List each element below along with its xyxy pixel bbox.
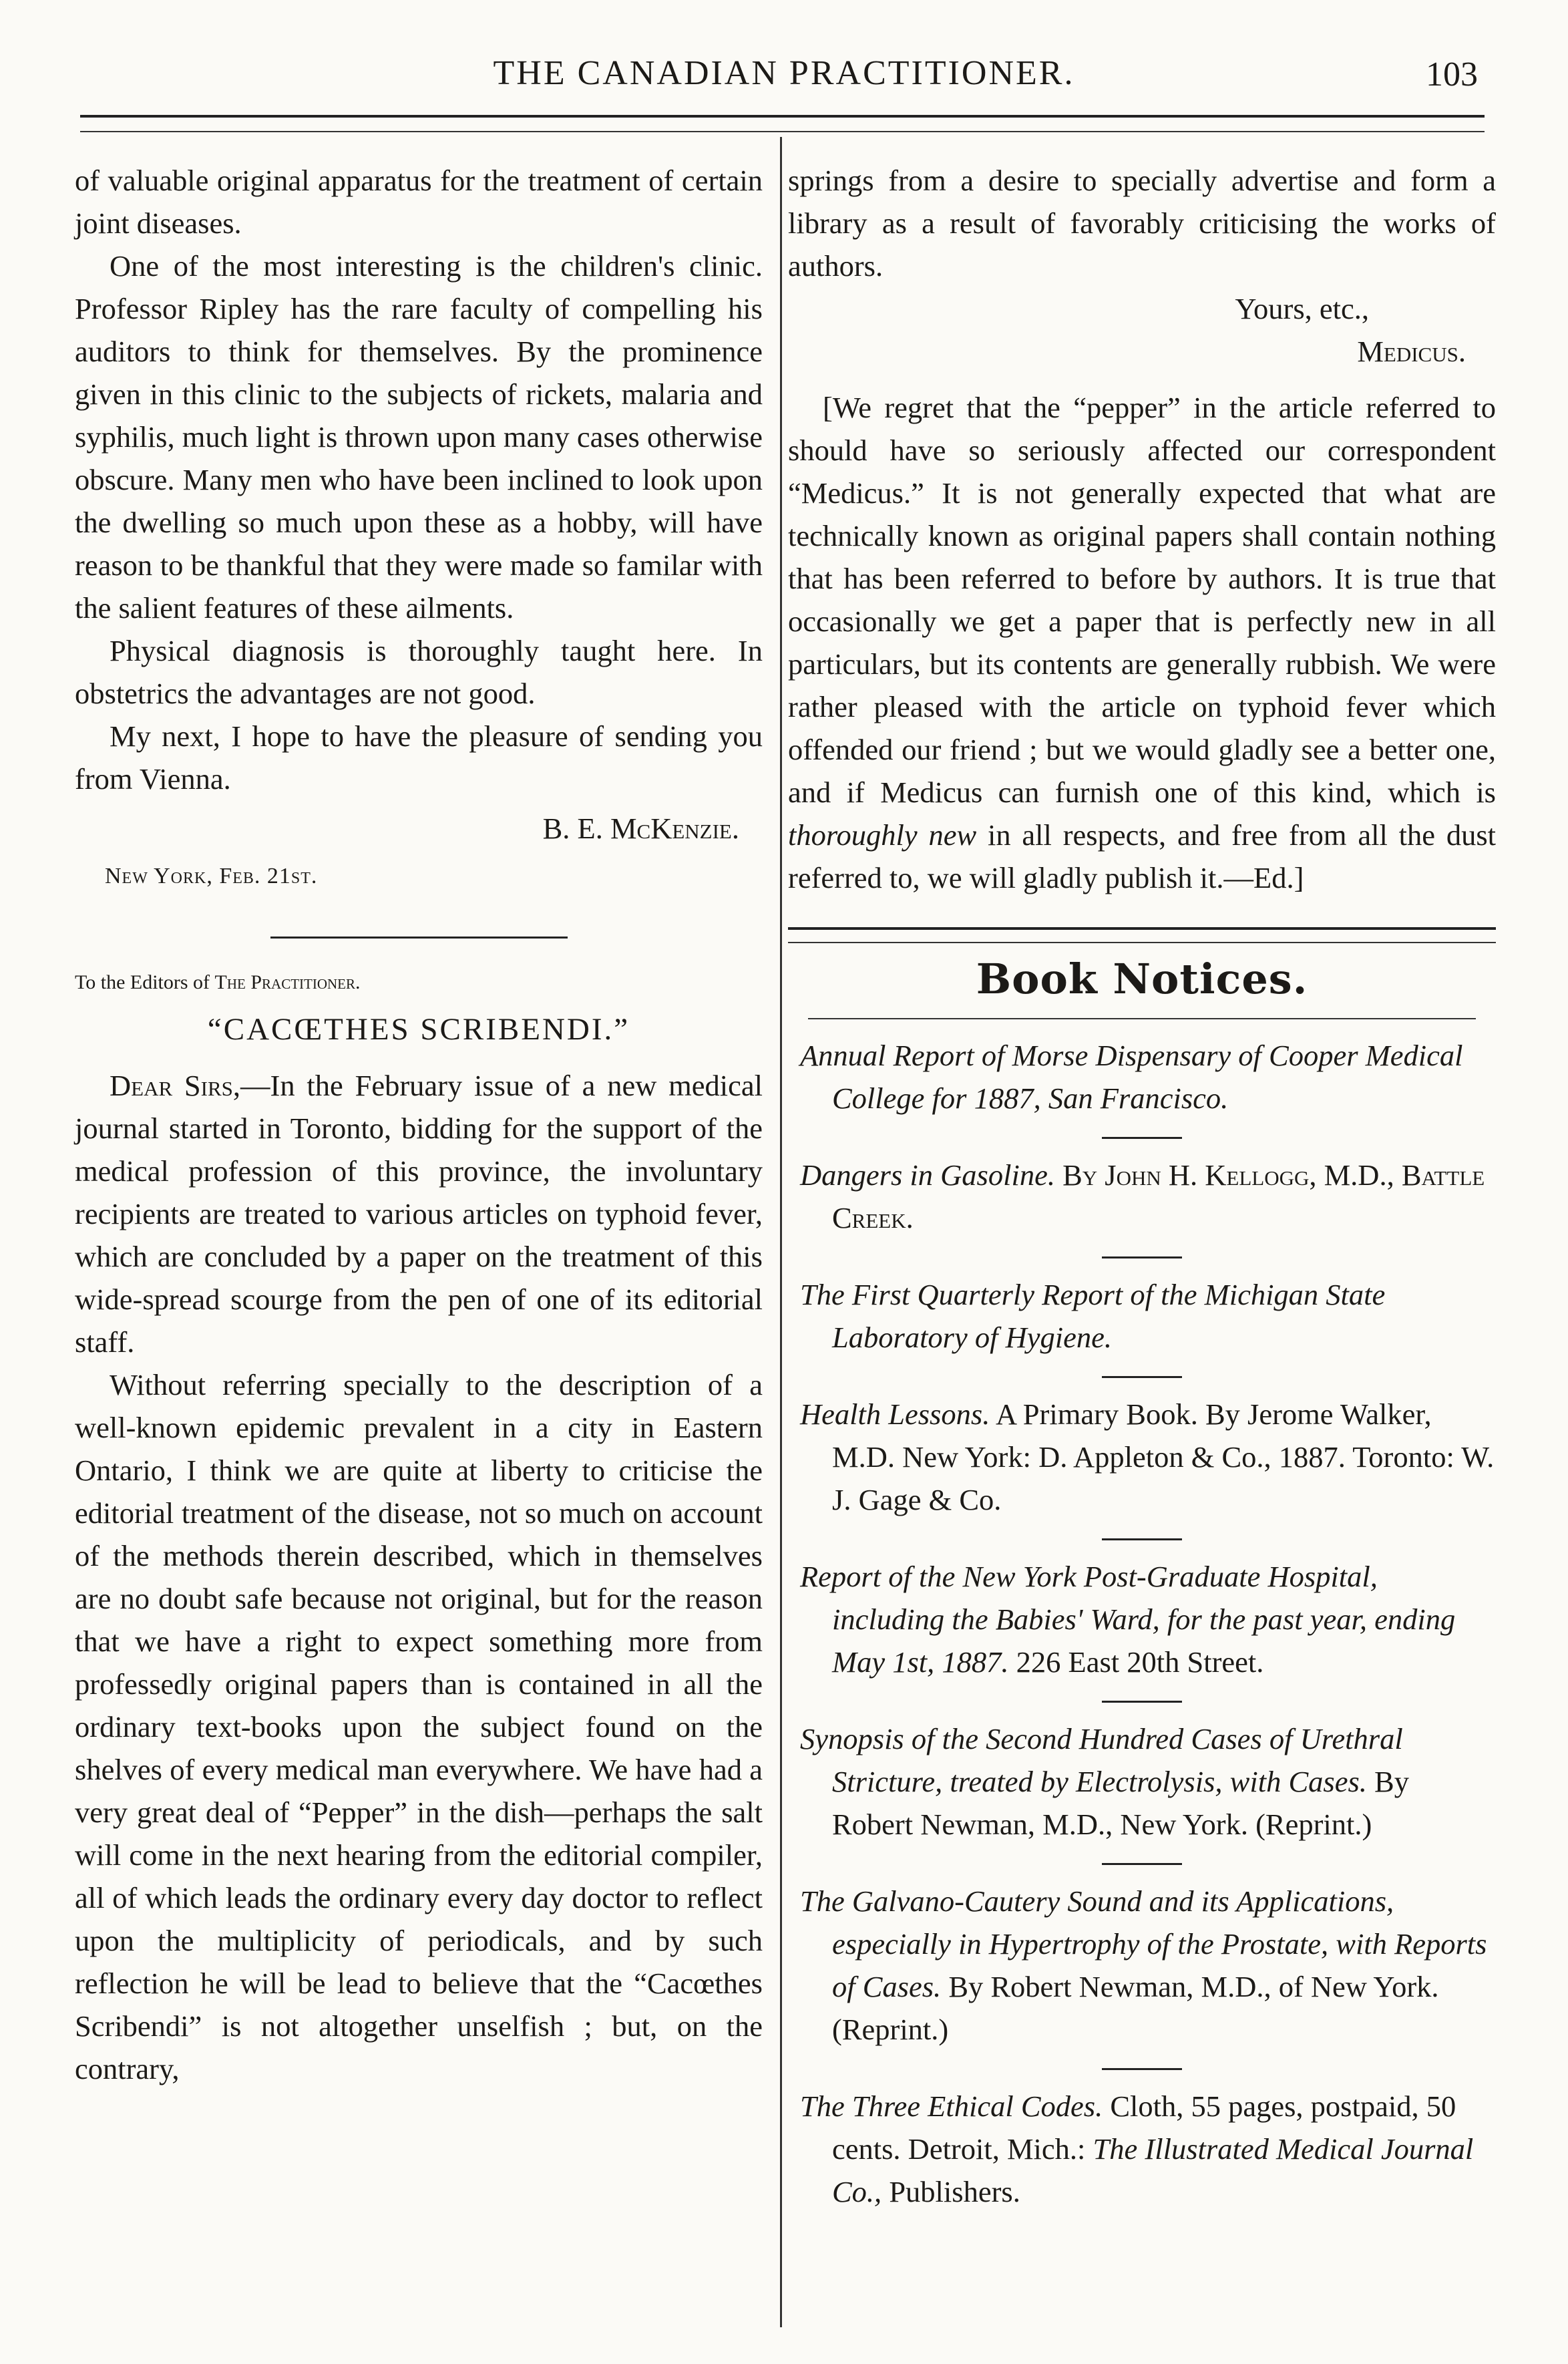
notice-title: Annual Report of Morse Dispensary of Cooper Medical College for 1887, San Francisco. — [800, 1039, 1463, 1115]
notice-divider — [1102, 1701, 1182, 1703]
page-number: 103 — [1426, 55, 1478, 94]
paragraph: springs from a desire to specially advertise and form a library as a result of favorably criticising the works of authors. — [788, 164, 1496, 283]
notice-title: Synopsis of the Second Hundred Cases of Urethral Stricture, treated by Electrolysis, with Cases. — [800, 1722, 1403, 1798]
note-emphasis: thoroughly new — [788, 818, 977, 852]
salutation: Dear Sirs, — [110, 1069, 241, 1102]
book-notice — [788, 1393, 1496, 1521]
notice-details: By John H. Kellogg, M.D., Battle Creek. — [832, 1158, 1485, 1234]
paragraph-text: —In the February issue of a new medical journal started in Toronto, bidding for the support of the medical profession of this province, the involuntary recipients are treated to various articles on typhoid fever, which are concluded by a paper on the treatment of this wide-spread scourge from the pen of one of its editorial staff. — [75, 1069, 763, 1359]
book-notice — [788, 1154, 1496, 1239]
book-notice — [788, 1717, 1496, 1846]
note-text-end: in all respects, and free from all the dust referred to, we will gladly publish it.—Ed.] — [788, 818, 1497, 894]
address-prefix: To the Editors of — [75, 971, 210, 993]
paragraph: Without referring specially to the description of a well-known epidemic prevalent in a city in Eastern Ontario, I think we are quite at liberty to criticise the editorial treatment of the disease, not so much on account of the methods therein described, which in themselves are no doubt safe because not original, but for the reason that we have a right to expect something more from professedly original papers than is contained in all the ordinary text-books upon the subject found on the shelves of every medical man everywhere. We have had a very great deal of “Pepper” in the dish—perhaps the salt will come in the next hearing from the editorial compiler, all of which leads the ordinary every day doctor to reflect upon the multiplicity of periodicals, and by such reflection he will be lead to believe that the “Cacœthes Scribendi” is not altogether unselfish ; but, on the contrary, — [75, 1368, 763, 2085]
note-text: [We regret that the “pepper” in the article referred to should have so seriously affected our correspondent “Medicus.” It is not generally expected that what are technically known as original papers shall contain nothing that has been referred to before by authors. It is true that occasionally we get a paper that is perfectly new in all particulars, but its contents are generally rubbish. We were rather pleased with the article on typhoid fever which offended our friend ; but we would gladly see a better one, and if Medicus can furnish one of this kind, which is — [788, 391, 1496, 809]
section-title: Book Notices. — [976, 955, 1308, 1003]
notice-publisher: The Illustrated Medical Journal Co., — [832, 2132, 1474, 2208]
notice-title: The First Quarterly Report of the Michigan State Laboratory of Hygiene. — [800, 1278, 1386, 1354]
notice-title: The Galvano-Cautery Sound and its Applications, especially in Hypertrophy of the Prostate, with Reports of Cases. — [800, 1884, 1487, 2003]
editor-note — [788, 386, 1496, 899]
book-notice — [788, 1880, 1496, 2051]
right-column — [788, 159, 1496, 2213]
notice-title: The Three Ethical Codes. — [800, 2089, 1103, 2123]
paragraph: My next, I hope to have the pleasure of sending you from Vienna. — [75, 719, 763, 796]
paragraph: One of the most interesting is the children's clinic. Professor Ripley has the rare faculty of compelling his auditors to think for themselves. By the prominence given in this clinic to the subjects of rickets, malaria and syphilis, much light is thrown upon many cases otherwise obscure. Many men who have been inclined to look upon the dwelling so much upon these as a hobby, will have reason to be thankful that they were made so familar with the salient features of these ailments. — [75, 249, 763, 625]
notice-details: Publishers. — [889, 2175, 1020, 2208]
notice-divider — [1102, 1256, 1182, 1258]
letter-title: “CACŒTHES SCRIBENDI.” — [207, 1012, 630, 1047]
signature: Medicus. — [1357, 335, 1466, 368]
notice-title: Dangers in Gasoline. — [800, 1158, 1055, 1192]
notice-details: A Primary Book. By Jerome Walker, M.D. New York: D. Appleton & Co., 1887. Toronto: W. J. Gage & Co. — [832, 1397, 1495, 1516]
notice-details: By Robert Newman, M.D., of New York. (Reprint.) — [832, 1970, 1439, 2046]
section-rule-under-title — [808, 1018, 1476, 1019]
left-column — [75, 159, 763, 2090]
paragraph: Physical diagnosis is thoroughly taught here. In obstetrics the advantages are not good. — [75, 634, 763, 710]
book-notice — [788, 1034, 1496, 1120]
notice-details: By Robert Newman, M.D., New York. (Reprint.) — [832, 1765, 1409, 1841]
book-notice — [788, 1555, 1496, 1683]
column-divider — [780, 137, 782, 2327]
divider — [270, 937, 568, 939]
paragraph — [75, 1064, 763, 1363]
notice-title: Report of the New York Post-Graduate Hospital, including the Babies' Ward, for the past year, ending May 1st, 1887. — [800, 1560, 1456, 1679]
journal-name: The Practitioner. — [214, 971, 361, 993]
section-rule — [788, 927, 1496, 930]
notice-divider — [1102, 2068, 1182, 2070]
paragraph: of valuable original apparatus for the treatment of certain joint diseases. — [75, 164, 763, 240]
header-rule — [80, 115, 1485, 118]
book-notice — [788, 2085, 1496, 2213]
notice-divider — [1102, 1137, 1182, 1139]
running-title: THE CANADIAN PRACTITIONER. — [493, 54, 1075, 92]
letter-address — [75, 969, 763, 996]
notice-title: Health Lessons. — [800, 1397, 990, 1431]
signature: B. E. McKenzie. — [542, 812, 739, 845]
notice-divider — [1102, 1863, 1182, 1865]
book-notice — [788, 1273, 1496, 1359]
notice-divider — [1102, 1538, 1182, 1540]
notice-details: Cloth, 55 pages, postpaid, 50 cents. Detroit, Mich.: — [832, 2089, 1456, 2166]
page-header — [73, 40, 1495, 100]
header-rule-thin — [80, 131, 1485, 132]
dateline: New York, Feb. 21st. — [105, 864, 318, 888]
closing: Yours, etc., — [1235, 292, 1369, 325]
section-rule-thin — [788, 942, 1496, 943]
notice-details: 226 East 20th Street. — [1016, 1645, 1264, 1679]
notice-divider — [1102, 1376, 1182, 1378]
